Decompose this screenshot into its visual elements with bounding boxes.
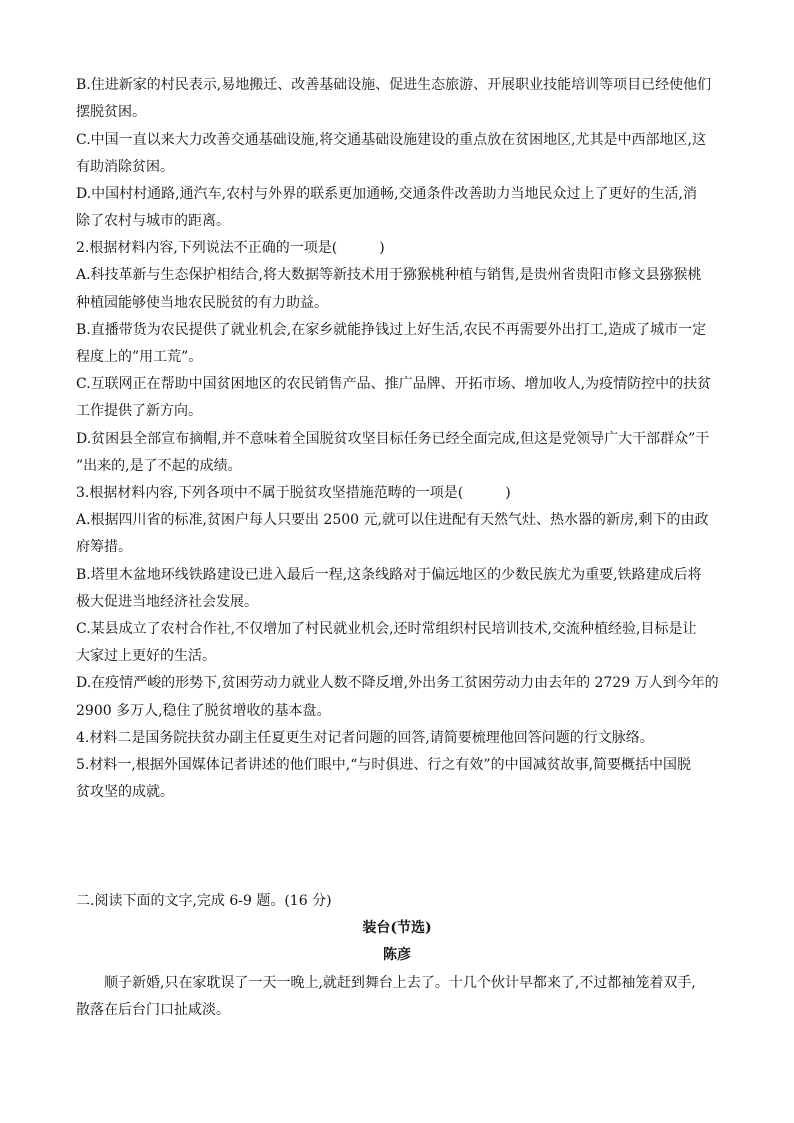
q3-option-d-line-1: D.在疫情严峻的形势下,贫困劳动力就业人数不降反增,外出务工贫困劳动力由去年的 2729 万人到今年的 xyxy=(76,675,719,691)
question-2: 2.根据材料内容,下列说法不正确的一项是( ) xyxy=(76,240,385,256)
q3-option-b-line-1: B.塔里木盆地环线铁路建设已进入最后一程,这条线路对于偏远地区的少数民族尤为重要,铁路建成后将 xyxy=(76,567,702,583)
question-4: 4.材料二是国务院扶贫办副主任夏更生对记者问题的回答,请简要梳理他回答问题的行文脉络。 xyxy=(76,730,654,746)
q3-option-b-line-2: 极大促进当地经济社会发展。 xyxy=(76,594,258,610)
passage-paragraph-line-1: 顺子新婚,只在家耽误了一天一晚上,就赶到舞台上去了。十几个伙计早都来了,不过都袖笼着双手, xyxy=(104,975,696,991)
option-c-line-1: C.中国一直以来大力改善交通基础设施,将交通基础设施建设的重点放在贫困地区,尤其是中西部地区,这 xyxy=(76,132,707,148)
option-d-line-1: D.中国村村通路,通汽车,农村与外界的联系更加通畅,交通条件改善助力当地民众过上了更好的生活,消 xyxy=(76,186,697,202)
option-b-line-1: B.住进新家的村民表示,易地搬迁、改善基础设施、促进生态旅游、开展职业技能培训等项目已经使他们 xyxy=(76,77,712,93)
q3-option-a-line-2: 府筹措。 xyxy=(76,539,132,555)
q3-option-c-line-2: 大家过上更好的生活。 xyxy=(76,648,216,664)
question-3: 3.根据材料内容,下列各项中不属于脱贫攻坚措施范畴的一项是( ) xyxy=(76,485,511,501)
q2-option-d-line-1: D.贫困县全部宣布摘帽,并不意味着全国脱贫攻坚目标任务已经全面完成,但这是党领导广大干部群众”干 xyxy=(76,431,710,447)
q2-option-c-line-2: 工作提供了新方向。 xyxy=(76,403,202,419)
passage-paragraph-line-2: 散落在后台门口扯咸淡。 xyxy=(76,1002,230,1018)
question-5-line-2: 贫攻坚的成就。 xyxy=(76,784,174,800)
section-2-heading: 二.阅读下面的文字,完成 6-9 题。(16 分) xyxy=(76,893,332,909)
q3-option-d-line-2: 2900 多万人,稳住了脱贫增收的基本盘。 xyxy=(76,703,331,719)
q2-option-b-line-2: 程度上的”用工荒”。 xyxy=(76,349,203,365)
passage-author: 陈彦 xyxy=(383,947,411,963)
q2-option-d-line-2: ”出来的,是了不起的成绩。 xyxy=(76,458,242,474)
q2-option-a-line-1: A.科技革新与生态保护相结合,将大数据等新技术用于猕猴桃种植与销售,是贵州省贵阳市修文县猕猴桃 xyxy=(76,267,702,283)
option-c-line-2: 有助消除贫困。 xyxy=(76,159,174,175)
q2-option-b-line-1: B.直播带货为农民提供了就业机会,在家乡就能挣钱过上好生活,农民不再需要外出打工,造成了城市一定 xyxy=(76,322,707,338)
option-b-line-2: 摆脱贫困。 xyxy=(76,104,146,120)
question-5-line-1: 5.材料一,根据外国媒体记者讲述的他们眼中,“与时俱进、行之有效”的中国减贫故事,简要概括中国脱 xyxy=(76,757,692,773)
q2-option-c-line-1: C.互联网正在帮助中国贫困地区的农民销售产品、推广品牌、开拓市场、增加收人,为疫情防控中的扶贫 xyxy=(76,376,712,392)
q2-option-a-line-2: 种植园能够使当地农民脱贫的有力助益。 xyxy=(76,295,328,311)
passage-title: 装台(节选) xyxy=(362,920,432,936)
q3-option-a-line-1: A.根据四川省的标准,贫困户每人只要出 2500 元,就可以住进配有天然气灶、热水器的新房,剩下的由政 xyxy=(76,512,709,528)
option-d-line-2: 除了农村与城市的距离。 xyxy=(76,213,230,229)
q3-option-c-line-1: C.某县成立了农村合作社,不仅增加了村民就业机会,还时常组织村民培训技术,交流种植经验,目标是让 xyxy=(76,621,697,637)
